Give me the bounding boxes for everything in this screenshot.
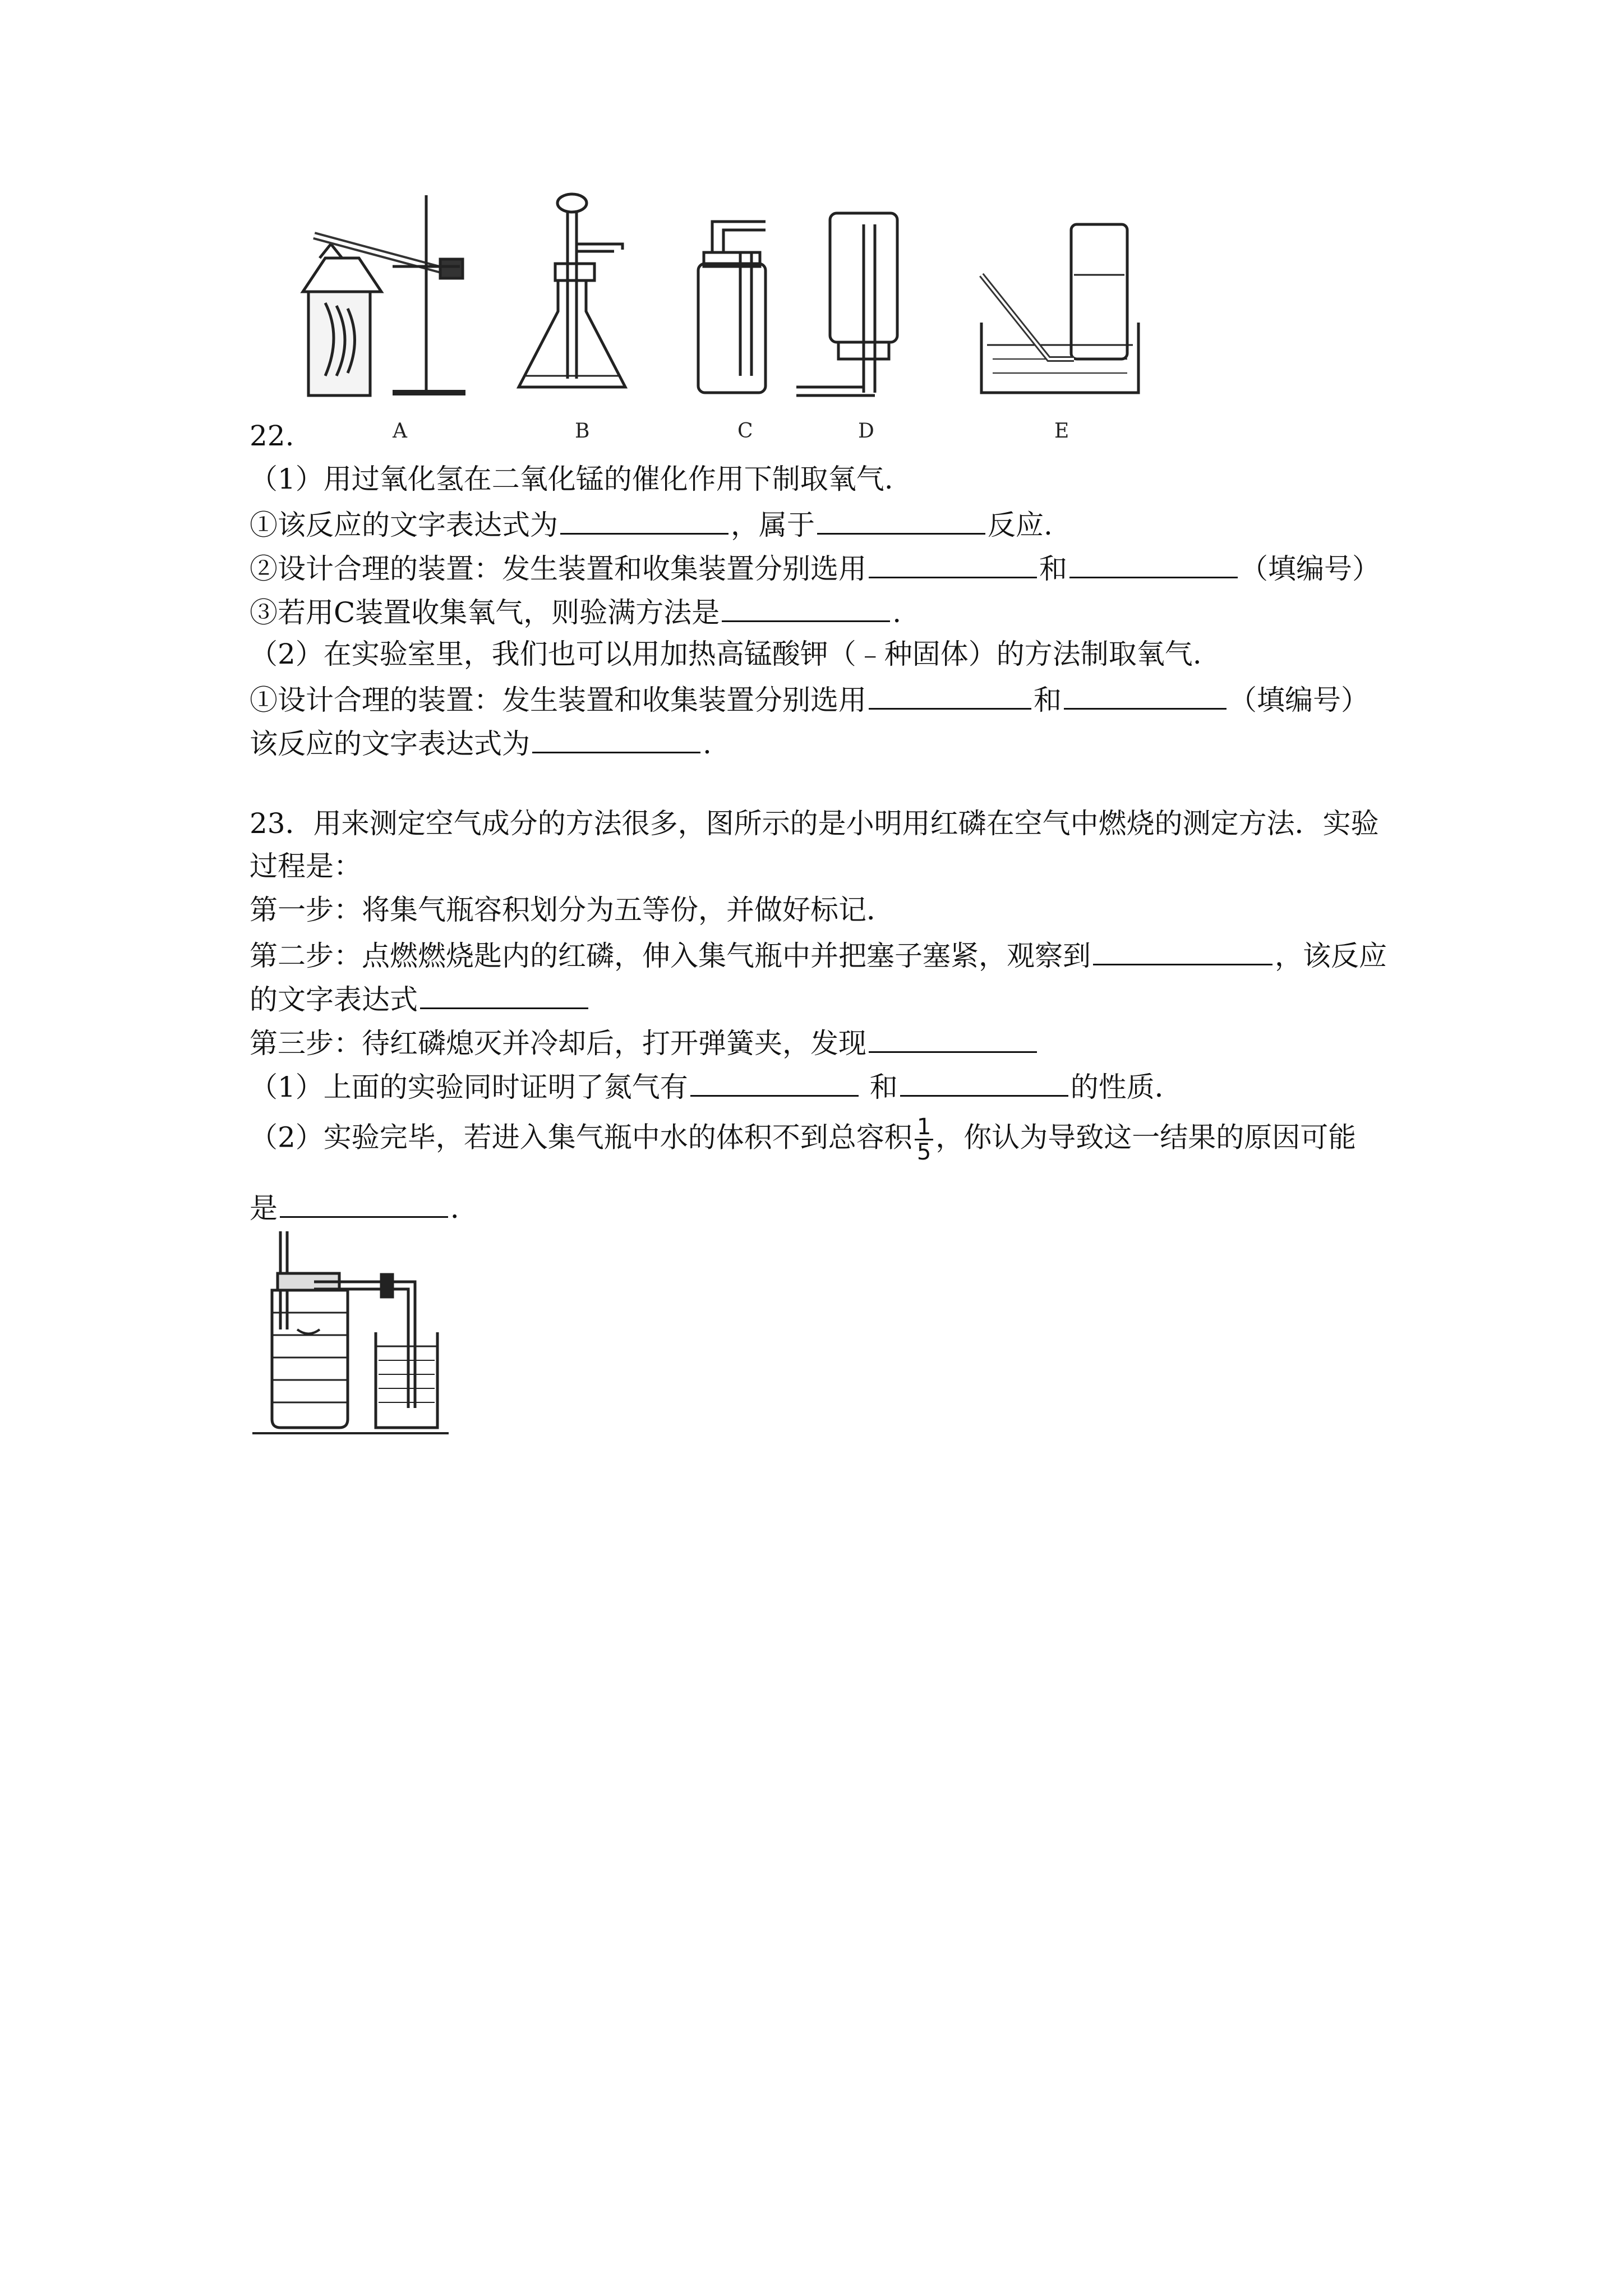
label-e: E: [1054, 420, 1069, 443]
label-b: B: [575, 420, 590, 443]
apparatus-c-drawing: [698, 222, 766, 393]
apparatus-d-drawing: [796, 213, 897, 395]
phosphorus-apparatus-figure: [247, 1228, 494, 1442]
q23-intro-line1: 23．用来测定空气成分的方法很多，图所示的是小明用红磷在空气中燃烧的测定方法．实验: [250, 807, 1379, 840]
q22-part2-title: （2）在实验室里，我们也可以用加热高锰酸钾（﹣种固体）的方法制取氧气.: [250, 638, 1202, 670]
answer-blank[interactable]: [1093, 936, 1272, 965]
q23-step1: 第一步：将集气瓶容积划分为五等份，并做好标记．: [250, 894, 895, 926]
answer-blank[interactable]: [560, 505, 728, 535]
q23-sub2: （2）实验完毕，若进入集气瓶中水的体积不到总容积 $\frac{1}{5}$ ，你认为导致这一结果的原因可能: [250, 1114, 1357, 1165]
q23-intro-line2: 过程是：: [250, 850, 362, 882]
answer-blank[interactable]: [280, 1188, 448, 1218]
q23-step2: 第二步：点燃燃烧匙内的红磷，伸入集气瓶中并把塞子塞紧，观察到 ，该反应: [250, 936, 1387, 974]
answer-blank[interactable]: [722, 592, 890, 622]
q22-part1-q1: ①该反应的文字表达式为 ，属于 反应.: [250, 505, 1053, 543]
apparatus-a-drawing: [303, 195, 465, 395]
answer-blank[interactable]: [869, 680, 1031, 710]
q23-step2-cont: 的文字表达式: [250, 979, 591, 1018]
answer-blank[interactable]: [1069, 549, 1238, 578]
apparatus-e-drawing: [981, 224, 1138, 393]
q23-step3: 第三步：待红磷熄灭并冷却后，打开弹簧夹，发现: [250, 1023, 1039, 1061]
answer-blank[interactable]: [1064, 680, 1227, 710]
answer-blank[interactable]: [420, 979, 588, 1009]
answer-blank[interactable]: [869, 549, 1037, 578]
answer-blank[interactable]: [817, 505, 985, 535]
apparatus-b-drawing: [519, 194, 625, 387]
answer-blank[interactable]: [532, 724, 700, 753]
answer-blank[interactable]: [869, 1023, 1037, 1053]
q23-sub2-cont: 是 ．: [250, 1188, 478, 1226]
q23-sub1: （1）上面的实验同时证明了氮气有 和 的性质．: [250, 1067, 1183, 1105]
answer-blank[interactable]: [690, 1067, 859, 1097]
fraction-one-fifth: $\frac{1}{5}$: [915, 1115, 933, 1164]
q22-part1-q3: ③若用C装置收集氧气，则验满方法是 .: [250, 592, 901, 631]
label-d: D: [858, 420, 874, 443]
answer-blank[interactable]: [900, 1067, 1068, 1097]
apparatus-figure: [292, 191, 1189, 449]
q22-part1-title: （1）用过氧化氢在二氧化锰的催化作用下制取氧气.: [250, 463, 893, 495]
label-c: C: [737, 420, 753, 443]
q22-number: 22.: [250, 420, 294, 452]
q22-part2-q2: 该反应的文字表达式为 .: [250, 724, 712, 762]
q22-part2-q1: ①设计合理的装置：发生装置和收集装置分别选用 和 （填编号）: [250, 680, 1369, 718]
label-a: A: [393, 420, 407, 443]
q22-part1-q2: ②设计合理的装置：发生装置和收集装置分别选用 和 （填编号）: [250, 549, 1380, 587]
